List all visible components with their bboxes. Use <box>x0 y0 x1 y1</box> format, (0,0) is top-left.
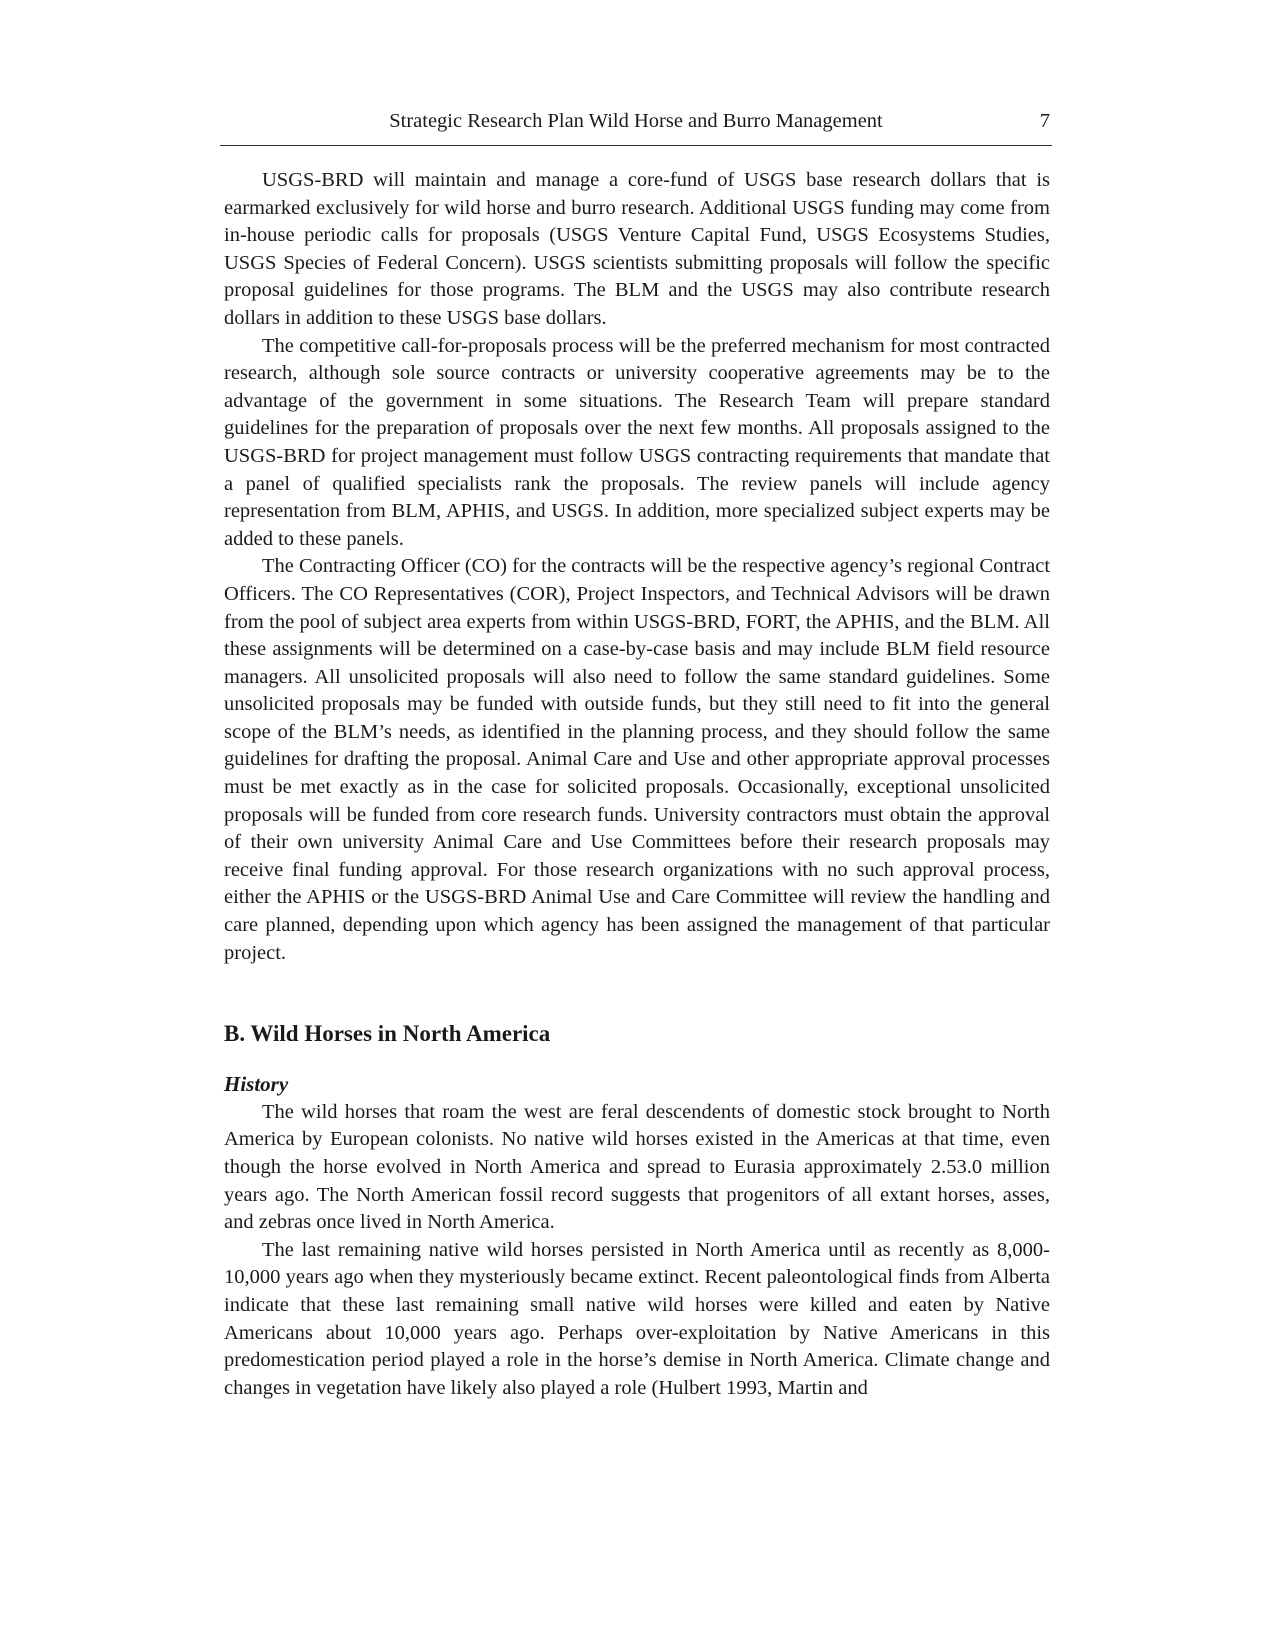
document-body <box>224 167 1050 1402</box>
paragraph-native-extinction: The last remaining native wild horses persisted in North America until as recently as 8,000-10,000 years ago when they mysteriously became extinct. Recent paleontological finds from Alberta indicate that these last remaining small native wild horses were killed and eaten by Native Americans about 10,000 years ago. Perhaps over-exploitation by Native Americans in this predomestication period played a role in the horse’s demise in North America. Climate change and changes in vegetation have likely also played a role (Hulbert 1993, Martin and <box>224 1238 1050 1399</box>
page-header <box>220 108 1052 146</box>
paragraph-core-fund: USGS-BRD will maintain and manage a core-fund of USGS base research dollars that is earmarked exclusively for wild horse and burro research. Additional USGS funding may come from in-house periodic calls for proposals (USGS Venture Capital Fund, USGS Ecosystems Studies, USGS Species of Federal Concern). USGS scientists submitting proposals will follow the specific proposal guidelines for those programs. The BLM and the USGS may also contribute research dollars in addition to these USGS base dollars. <box>224 169 1050 329</box>
paragraph-contracting-officer: The Contracting Officer (CO) for the contracts will be the respective agency’s regional Contract Officers. The CO Representatives (COR), Project Inspectors, and Technical Advisors will be drawn from the pool of subject area experts from within USGS-BRD, FORT, the APHIS, and the BLM. All these assignments will be determined on a case-by-case basis and may include BLM field resource managers. All unsolicited proposals will also need to follow the same standard guidelines. Some unsolicited proposals may be funded with outside funds, but they still need to fit into the general scope of the BLM’s needs, as identified in the planning process, and they should follow the same guidelines for drafting the proposal. Animal Care and Use and other appropriate approval processes must be met exactly as in the case for solicited proposals. Occasionally, exceptional unsolicited proposals will be funded from core research funds. University contractors must obtain the approval of their own university Animal Care and Use Committees before their research proposals may receive final funding approval. For those research organizations with no such approval process, either the APHIS or the USGS-BRD Animal Use and Care Committee will review the handling and care planned, depending upon which agency has been assigned the management of that particular project. <box>224 555 1051 964</box>
paragraph-call-for-proposals: The competitive call-for-proposals process will be the preferred mechanism for most contracted research, although sole source contracts or university cooperative agreements may be to the advantage of the government in some situations. The Research Team will prepare standard guidelines for the preparation of proposals over the next few months. All proposals assigned to the USGS-BRD for project management must follow USGS contracting requirements that mandate that a panel of qualified specialists rank the proposals. The review panels will include agency representation from BLM, APHIS, and USGS. In addition, more specialized subject experts may be added to these panels. <box>224 334 1050 550</box>
page-number: 7 <box>1039 110 1050 132</box>
running-title: Strategic Research Plan Wild Horse and Burro Management <box>389 110 883 132</box>
subsection-heading: History <box>224 1072 289 1097</box>
paragraph-feral-descendents: The wild horses that roam the west are feral descendents of domestic stock brought to North America by European colonists. No native wild horses existed in the Americas at that time, even though the horse evolved in North America and spread to Eurasia approximately 2.53.0 million years ago. The North American fossil record suggests that progenitors of all extant horses, asses, and zebras once lived in North America. <box>224 1100 1050 1234</box>
section-heading: B. Wild Horses in North America <box>224 1021 551 1047</box>
